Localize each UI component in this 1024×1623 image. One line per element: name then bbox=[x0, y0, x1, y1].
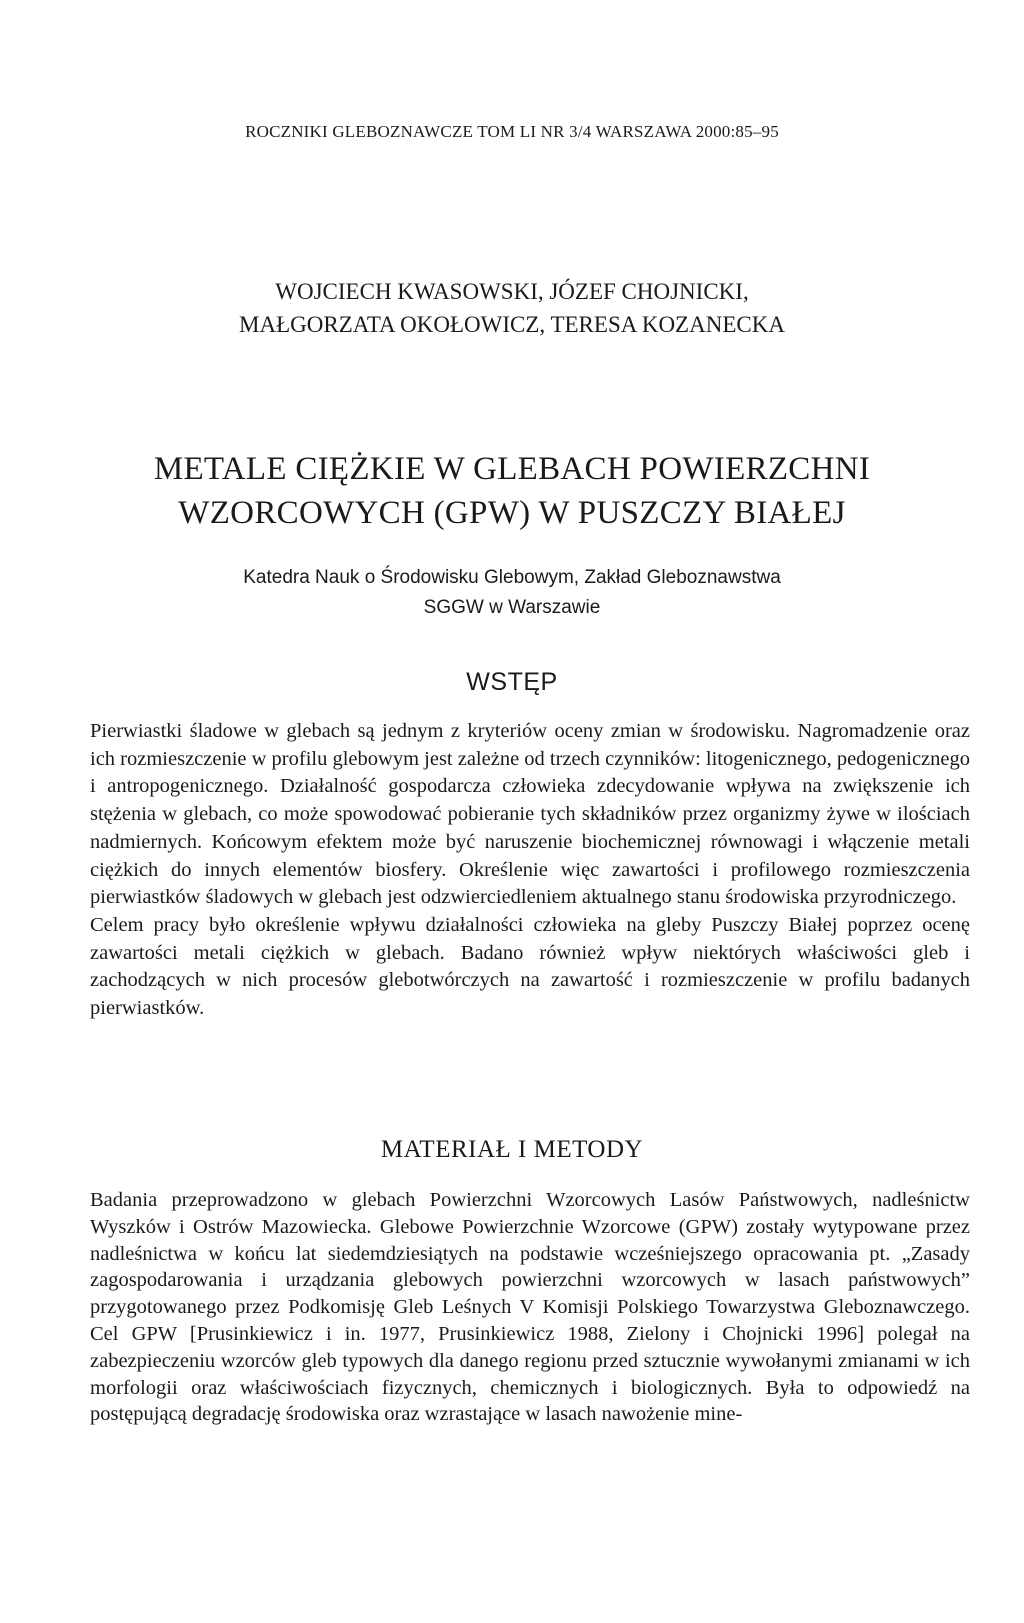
intro-section-body bbox=[90, 718, 970, 1023]
author-list bbox=[0, 275, 1024, 341]
paragraph: Badania przeprowadzono w glebach Powierzchni Wzorcowych Lasów Państwowych, nadleśnictw Wyszków i Ostrów Mazowiecka. Glebowe Powierzchnie Wzorcowe (GPW) zostały wytypowane przez nadleśnictwa w końcu lat siedemdziesiątych na podstawie wcześniejszego opracowania pt. „Zasady zagospodarowania i urządzania glebowych powierzchni wzorcowych w lasach państwowych” przygotowanego przez Podkomisję Gleb Leśnych V Komisji Polskiego Towarzystwa Gleboznawczego. Cel GPW [Prusinkiewicz i in. 1977, Prusinkiewicz 1988, Zielony i Chojnicki 1996] polegał na zabezpieczeniu wzorców gleb typowych dla danego regionu przed sztucznie wywołanymi zmianami w ich morfologii oraz właściwościach fizycznych, chemicznych i biologicznych. Była to odpowiedź na postępującą degradację środowiska oraz wzrastające w lasach nawożenie mine- bbox=[90, 1189, 970, 1426]
author-line: MAŁGORZATA OKOŁOWICZ, TERESA KOZANECKA bbox=[239, 312, 785, 337]
paragraph: Pierwiastki śladowe w glebach są jednym z kryteriów oceny zmian w środowisku. Nagromadzenie oraz ich rozmieszczenie w profilu glebowym jest zależne od trzech czynników: litogenicznego, pedogenicznego i antropogenicznego. Działalność gospodarcza człowieka zdecydowanie wpływa na zwiększenie ich stężenia w glebach, co może spowodować pobieranie tych składników przez organizmy żywe w ilościach nadmiernych. Końcowym efektem może być naruszenie biochemicznej równowagi i włączenie metali ciężkich do innych elementów biosfery. Określenie więc zawartości i profilowego rozmieszczenia pierwiastków śladowych w glebach jest odzwierciedleniem aktualnego stanu środowiska przyrodniczego. bbox=[90, 720, 971, 909]
title-line: WZORCOWYCH (GPW) W PUSZCZY BIAŁEJ bbox=[178, 495, 846, 531]
title-line: METALE CIĘŻKIE W GLEBACH POWIERZCHNI bbox=[153, 451, 871, 487]
section-heading-intro: WSTĘP bbox=[466, 668, 558, 696]
affiliation bbox=[0, 563, 1024, 623]
article-title bbox=[0, 447, 1024, 535]
affiliation-line: SGGW w Warszawie bbox=[423, 597, 601, 618]
affiliation-line: Katedra Nauk o Środowisku Glebowym, Zakład Gleboznawstwa bbox=[243, 567, 781, 588]
journal-header: ROCZNIKI GLEBOZNAWCZE TOM LI NR 3/4 WARSZAWA 2000:85–95 bbox=[245, 122, 779, 141]
section-heading-methods: MATERIAŁ I METODY bbox=[380, 1136, 644, 1163]
author-line: WOJCIECH KWASOWSKI, JÓZEF CHOJNICKI, bbox=[275, 279, 749, 304]
methods-section-body bbox=[90, 1187, 970, 1428]
paragraph: Celem pracy było określenie wpływu działalności człowieka na gleby Puszczy Białej poprzez ocenę zawartości metali ciężkich w glebach. Badano również wpływ niektórych właściwości gleb i zachodzących w nich procesów glebotwórczych na zawartość i rozmieszczenie w profilu badanych pierwiastków. bbox=[90, 913, 970, 1020]
